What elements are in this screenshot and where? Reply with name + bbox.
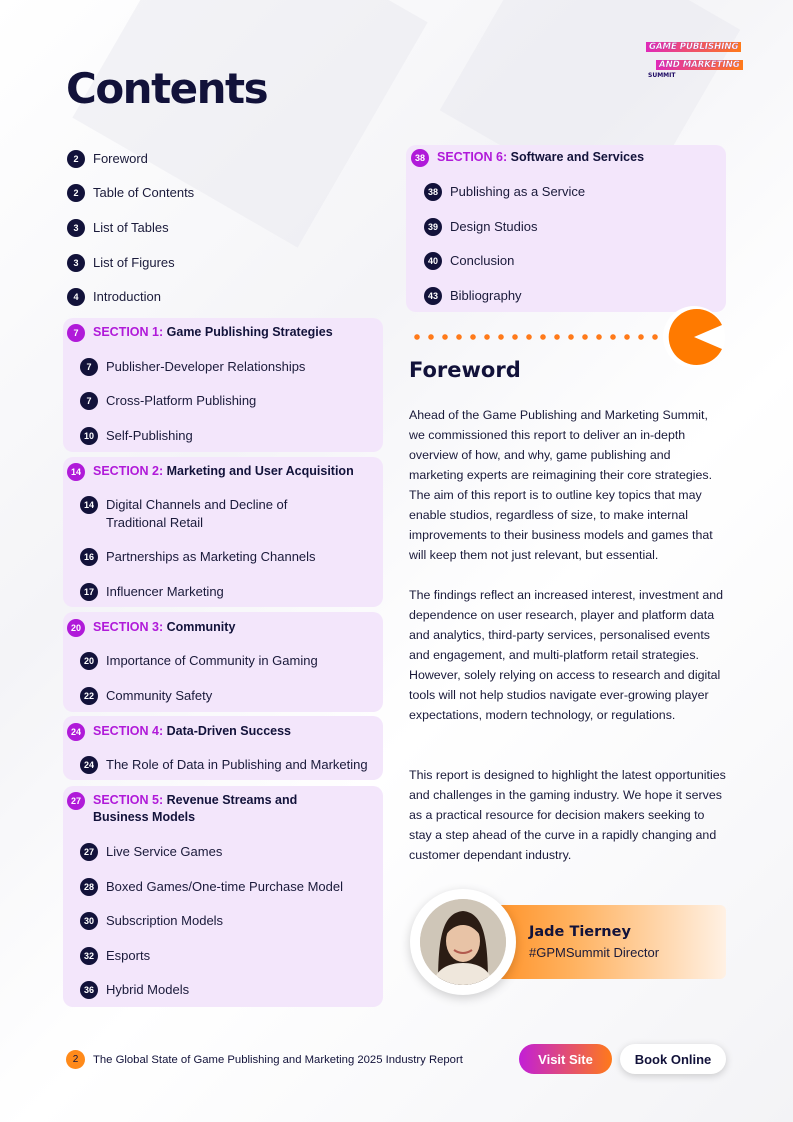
toc-subitem[interactable] (80, 358, 305, 376)
toc-item-label: Publishing as a Service (450, 184, 586, 199)
toc-item-label: Introduction (93, 289, 161, 304)
section-heading[interactable] (411, 149, 644, 167)
toc-item-label: Foreword (93, 151, 148, 166)
visit-site-button[interactable]: Visit Site (519, 1044, 612, 1074)
background-shape (72, 0, 427, 248)
summit-logo: GAME PUBLISHING AND MARKETING SUMMIT (646, 36, 728, 64)
page-number-badge: 7 (80, 358, 98, 376)
toc-item-label: Boxed Games/One-time Purchase Model (106, 879, 343, 894)
section-title: Marketing and User Acquisition (166, 464, 354, 478)
book-online-button[interactable]: Book Online (620, 1044, 726, 1074)
page-number-badge: 2 (67, 150, 85, 168)
section-title: Data-Driven Success (166, 724, 292, 738)
foreword-title: Foreword (409, 358, 521, 382)
page-number-badge: 7 (80, 392, 98, 410)
page-number-badge: 40 (424, 252, 442, 270)
pacman-icon (662, 305, 726, 369)
page-number-badge: 3 (67, 254, 85, 272)
page-number-badge: 14 (80, 496, 98, 514)
page-number-badge: 38 (424, 183, 442, 201)
page-number-badge: 27 (67, 792, 85, 810)
dotted-divider (410, 333, 660, 341)
page-number-badge: 28 (80, 878, 98, 896)
toc-subitem[interactable] (80, 981, 189, 999)
toc-subitem[interactable] (80, 756, 368, 774)
page-number-badge: 3 (67, 219, 85, 237)
section-title: Software and Services (510, 150, 645, 164)
toc-item-label: Digital Channels and Decline of Traditional Retail (106, 497, 288, 530)
toc-item-label: Conclusion (450, 253, 515, 268)
toc-item-label: Table of Contents (93, 185, 195, 200)
toc-subitem[interactable] (80, 687, 212, 705)
section-prefix: SECTION 5: (93, 793, 164, 807)
section-heading[interactable] (67, 324, 333, 342)
page-number-badge: 24 (80, 756, 98, 774)
section-heading[interactable] (67, 619, 235, 637)
toc-subitem[interactable] (80, 496, 310, 532)
page-number-badge: 38 (411, 149, 429, 167)
toc-subitem[interactable] (424, 252, 514, 270)
toc-subitem[interactable] (80, 583, 224, 601)
page-number-badge: 30 (80, 912, 98, 930)
toc-subitem[interactable] (424, 183, 585, 201)
toc-item-label: Importance of Community in Gaming (106, 653, 318, 668)
section-prefix: SECTION 4: (93, 724, 164, 738)
toc-subitem[interactable] (424, 287, 522, 305)
toc-item-label: Self-Publishing (106, 428, 193, 443)
section-title: Game Publishing Strategies (166, 325, 333, 339)
page-number-badge: 36 (80, 981, 98, 999)
toc-item-introduction[interactable] (67, 288, 161, 306)
section-heading[interactable] (67, 792, 327, 826)
toc-item-label: Community Safety (106, 688, 213, 703)
toc-item-label: Partnerships as Marketing Channels (106, 549, 316, 564)
toc-item-label: Influencer Marketing (106, 584, 224, 599)
toc-item-label: Live Service Games (106, 844, 223, 859)
toc-subitem[interactable] (80, 392, 256, 410)
toc-item-label: Publisher-Developer Relationships (106, 359, 306, 374)
toc-item-label: Subscription Models (106, 913, 224, 928)
toc-subitem[interactable] (424, 218, 537, 236)
page-number-badge: 14 (67, 463, 85, 481)
footer-page-number: 2 (66, 1050, 85, 1069)
toc-item-label: Bibliography (450, 288, 522, 303)
foreword-paragraph: This report is designed to highlight the latest opportunities and challenges in the gaming industry. We hope it serves as a practical resource for decision makers seeking to stay a step ahead of the curve in a rapidly changing and customer dependant industry. (409, 768, 726, 862)
page-number-badge: 32 (80, 947, 98, 965)
toc-subitem[interactable] (80, 912, 223, 930)
toc-item-label: Esports (106, 948, 151, 963)
page-number-badge: 43 (424, 287, 442, 305)
footer-report-title: The Global State of Game Publishing and Marketing 2025 Industry Report (93, 1053, 463, 1066)
section-prefix: SECTION 3: (93, 620, 164, 634)
section-heading[interactable] (67, 463, 354, 481)
foreword-paragraph: The findings reflect an increased interest, investment and dependence on user research, player and platform data and analytics, third-party services, personalised events and engagement, and multi-platform retail strategies. However, solely relying on access to research and digital tools will not help studios navigate ever-growing player expectations, modern technology, or regulations. (409, 588, 724, 722)
section-prefix: SECTION 2: (93, 464, 164, 478)
toc-item-list-of-figures[interactable] (67, 254, 175, 272)
toc-item-label: List of Figures (93, 255, 175, 270)
toc-subitem[interactable] (80, 652, 318, 670)
page-number-badge: 4 (67, 288, 85, 306)
toc-subitem[interactable] (80, 947, 150, 965)
page-number-badge: 22 (80, 687, 98, 705)
toc-item-label: Hybrid Models (106, 982, 190, 997)
section-heading[interactable] (67, 723, 291, 741)
toc-item-foreword[interactable] (67, 150, 148, 168)
page-number-badge: 20 (67, 619, 85, 637)
toc-subitem[interactable] (80, 548, 316, 566)
signatory-role: #GPMSummit Director (529, 945, 660, 960)
toc-subitem[interactable] (80, 843, 222, 861)
signatory-name: Jade Tierney (529, 924, 631, 940)
toc-subitem[interactable] (80, 427, 193, 445)
toc-subitem[interactable] (80, 878, 343, 896)
page-number-badge: 10 (80, 427, 98, 445)
toc-item-label: List of Tables (93, 220, 169, 235)
portrait-photo (420, 899, 506, 985)
toc-item-label: Cross-Platform Publishing (106, 393, 257, 408)
section-title: Revenue Streams and Business Models (93, 793, 298, 824)
section-prefix: SECTION 1: (93, 325, 164, 339)
page-number-badge: 2 (67, 184, 85, 202)
page-number-badge: 27 (80, 843, 98, 861)
page-number-badge: 24 (67, 723, 85, 741)
toc-item-label: Design Studios (450, 219, 538, 234)
section-title: Community (166, 620, 236, 634)
page-number-badge: 39 (424, 218, 442, 236)
page-footer (66, 1050, 463, 1069)
toc-item-table-of-contents[interactable] (67, 184, 194, 202)
page-number-badge: 16 (80, 548, 98, 566)
page-number-badge: 7 (67, 324, 85, 342)
section-prefix: SECTION 6: (437, 150, 508, 164)
page-number-badge: 20 (80, 652, 98, 670)
page-number-badge: 17 (80, 583, 98, 601)
toc-item-label: The Role of Data in Publishing and Marketing (106, 757, 368, 772)
foreword-paragraph: Ahead of the Game Publishing and Marketing Summit, we commissioned this report to deliver an in-depth overview of how, and why, game publishing and marketing experts are reimagining their core strategies. The aim of this report is to outline key topics that may enable studios, regardless of size, to make internal improvements to their business models and games that will keep them not just relevant, but essential. (409, 408, 713, 562)
toc-item-list-of-tables[interactable] (67, 219, 169, 237)
avatar (420, 899, 506, 985)
page-title: Contents (66, 64, 268, 113)
